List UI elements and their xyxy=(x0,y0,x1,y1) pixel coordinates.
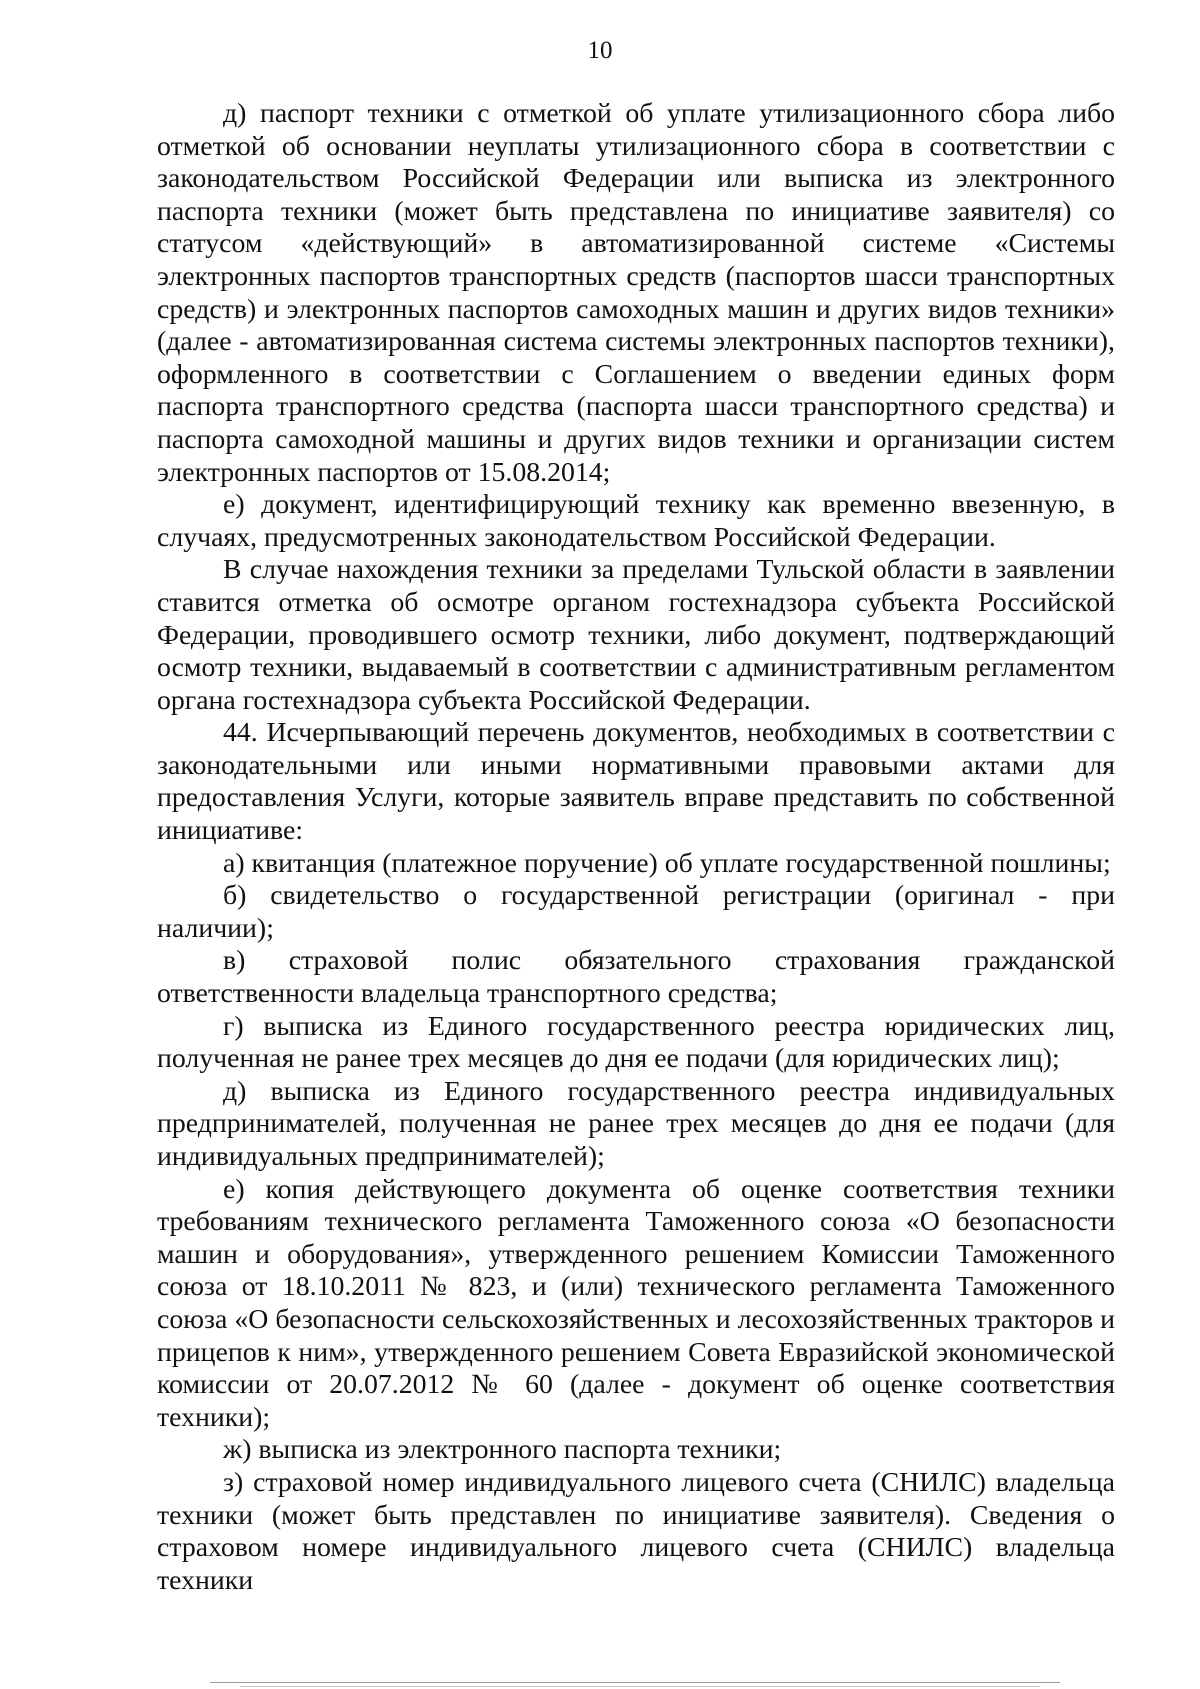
list-item-b-registration-certificate: б) свидетельство о государственной регистрации (оригинал - при наличии); xyxy=(157,880,1115,944)
paragraph-inspection-outside-region: В случае нахождения техники за пределами Тульской области в заявлении ставится отметка об осмотре органом гостехнадзора субъекта Российской Федерации, проводившего осмотр техники, либо документ, подтверждающий осмотр техники, выдаваемый в соответствии с административным регламентом органа гостехнадзора субъекта Российской Федерации. xyxy=(157,554,1115,716)
bottom-scan-line-secondary xyxy=(240,1686,1040,1687)
page-number: 10 xyxy=(587,37,613,64)
list-item-a-receipt: а) квитанция (платежное поручение) об уплате государственной пошлины; xyxy=(223,847,1111,879)
bottom-scan-line xyxy=(210,1682,1060,1683)
document-body xyxy=(157,98,1115,1597)
list-item-v-insurance-policy: в) страховой полис обязательного страхования гражданской ответственности владельца транспортного средства; xyxy=(157,945,1115,1010)
paragraph-44-document-list: 44. Исчерпывающий перечень документов, необходимых в соответствии с законодательными или иными нормативными правовыми актами для предоставления Услуги, которые заявитель вправе представить по собственной инициативе: xyxy=(157,717,1115,847)
list-item-d-entrepreneurs-extract: д) выписка из Единого государственного реестра индивидуальных предпринимателей, полученная не ранее трех месяцев до дня ее подачи (для индивидуальных предпринимателей); xyxy=(157,1075,1115,1172)
list-item-e-conformity-document: е) копия действующего документа об оценке соответствия техники требованиям технического регламента Таможенного союза «О безопасности машин и оборудования», утвержденного решением Комиссии Таможенного союза от 18.10.2011 № 823, и (или) технического регламента Таможенного союза «О безопасности сельскохозяйственных и лесохозяйственных тракторов и прицепов к ним», утвержденного решением Совета Евразийской экономической комиссии от 20.07.2012 № 60 (далее - документ об оценке соответствия техники); xyxy=(157,1173,1115,1433)
list-item-zh-electronic-passport-extract: ж) выписка из электронного паспорта техники; xyxy=(223,1434,782,1466)
paragraph-passport: д) паспорт техники с отметкой об уплате утилизационного сбора либо отметкой об основании неуплаты утилизационного сбора в соответствии с законодательством Российской Федерации или выписка из электронного паспорта техники (может быть представлена по инициативе заявителя) со статусом «действующий» в автоматизированной системе «Системы электронных паспортов транспортных средств (паспортов шасси транспортных средств) и электронных паспортов самоходных машин и других видов техники» (далее - автоматизированная система системы электронных паспортов техники), оформленного в соответствии с Соглашением о введении единых форм паспорта транспортного средства (паспорта шасси транспортного средства) и паспорта самоходной машины и других видов техники и организации систем электронных паспортов от 15.08.2014; xyxy=(157,98,1115,488)
list-item-z-snils: з) страховой номер индивидуального лицевого счета (СНИЛС) владельца техники (может быть представлен по инициативе заявителя). Сведения о страховом номере индивидуального лицевого счета (СНИЛС) владельца техники xyxy=(157,1466,1115,1596)
paragraph-import-document: е) документ, идентифицирующий технику как временно ввезенную, в случаях, предусмотренных законодательством Российской Федерации. xyxy=(157,489,1115,553)
list-item-g-legal-entities-extract: г) выписка из Единого государственного реестра юридических лиц, полученная не ранее трех месяцев до дня ее подачи (для юридических лиц); xyxy=(157,1010,1115,1075)
